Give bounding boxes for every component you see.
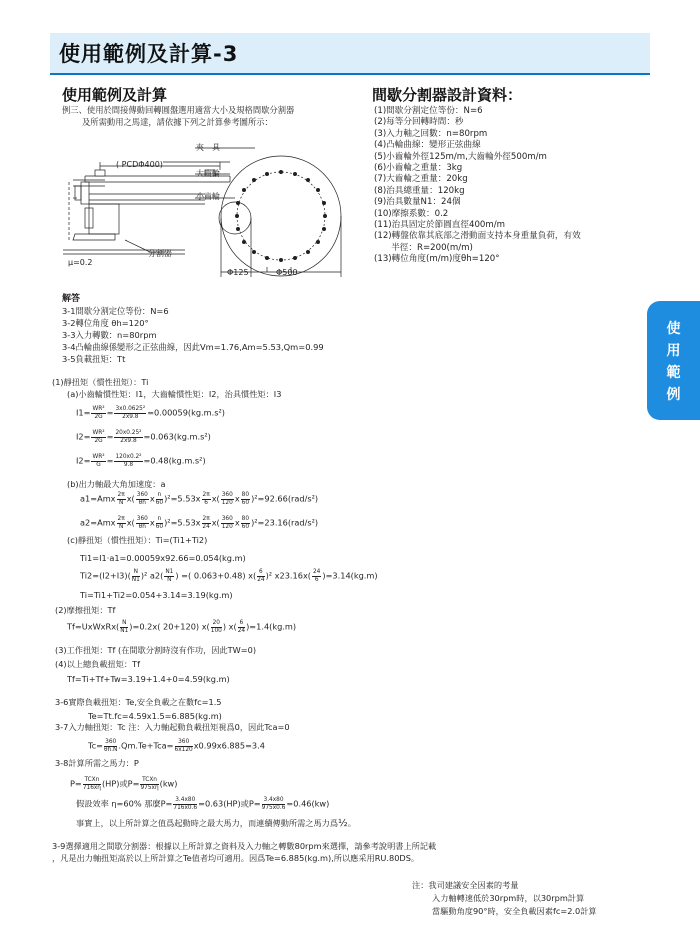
spec-item: (7)大齒輪之重量：20kg	[374, 174, 468, 185]
clamp-label: 夾 具	[196, 143, 220, 152]
spec-item: (1)間歇分割定位等份：N=6	[374, 106, 483, 116]
left-heading: 使用範例及計算	[62, 86, 168, 104]
answer-line: 3-3入力轉數：n=80rpm	[62, 330, 157, 340]
small-wheel-label: 小齒輪	[196, 192, 220, 201]
total-load-heading: (4)以上總負載扭矩：Tf	[55, 659, 140, 669]
ti2-equation: Ti2=(I2+I3)( $\frac{N}{N1}$ )² a2( $\frac{N1}{N}$ ) =( 0.063+0.48) x( $\frac{6}{24}$ )² x23.16x( $\frac{24}{6}$ )=3.14(kg.m)	[80, 569, 378, 583]
actual-load-heading: 3-6實際負載扭矩：Te,安全負載之在數fc=1.5	[55, 697, 222, 707]
conclusion-line: 3-9選擇適用之間歇分割器：根據以上所計算之資料及入力軸之轉數80rpm來選擇，請參考說明書上所記載	[52, 841, 437, 851]
d125-label: Φ125	[227, 268, 249, 277]
spec-item: (4)凸輪曲線：變形正弦曲線	[374, 140, 481, 151]
friction-heading: (2)摩擦扭矩：Tf	[55, 605, 116, 615]
spec-list	[374, 106, 581, 266]
tt-equation: Tf=Ti+Tf+Tw=3.19+1.4+0=4.59(kg.m)	[67, 674, 230, 684]
footnote-line: 入力軸轉速低於30rpm時，以30rpm計算	[432, 893, 585, 903]
answer-line: 3-4凸輪曲線係變形之正弦曲線，因此Vm=1.76,Am=5.53,Qm=0.99	[62, 342, 324, 352]
footnote-line: 注：我司建議安全因素的考量	[412, 880, 519, 890]
spec-item: (9)治具數量N1：24個	[374, 197, 461, 208]
application-diagram	[55, 140, 345, 285]
power-note: 事實上，以上所計算之值爲起動時之最大馬力，而連續傳動所需之馬力爲½。	[76, 818, 356, 829]
side-tab-char: 例	[666, 387, 681, 403]
side-tab-char: 使	[666, 321, 681, 337]
power-equation: P= TCXn 716xη (HP)或P= TCXn 975xη (kw)	[70, 777, 178, 791]
spec-item: (3)入力軸之回數：n=80rpm	[374, 128, 488, 139]
spec-item: 半徑：R=200(m/m)	[374, 242, 473, 253]
te-equation: Te=Tt.fc=4.59x1.5=6.885(kg.m)	[88, 711, 222, 721]
title-underline	[50, 73, 650, 75]
ti-equation: Ti=Ti1+Ti2=0.054+3.14=3.19(kg.m)	[80, 590, 233, 600]
angular-accel-heading: (b)出力軸最大角加速度：a	[67, 479, 166, 489]
i1-equation: I1= $\frac{\text{WR²}}{2G}$ = $\frac{\text{3x0.0625²}}{2x9.8}$ =0.00059(kg.m.s²)	[76, 406, 225, 420]
footnote-line: 當驅動角度90°時，安全負載因素fc=2.0計算	[432, 906, 597, 916]
indexer-label: 分割器	[148, 249, 172, 258]
side-tab-char: 用	[666, 343, 681, 359]
i3-equation: I2= $\frac{\text{WR²}}{G}$ = $\frac{\text{120x0.2²}}{9.8}$ =0.48(kg.m.s²)	[76, 454, 206, 468]
answer-line: 3-2轉位角度 θh=120°	[62, 318, 149, 328]
spec-item: (12)轉盤依靠其底部之滑動面支持本身重量負荷，有效	[374, 231, 581, 242]
a2-equation: a2=Amx $\frac{2\pi}{N}$ x( $\frac{360}{\theta h}$ x $\frac{n}{60}$ )²=5.53x $\frac{2\pi}{24}$ x( $\frac{360}{120}$ x $\frac{80}{60}$ )²=23.16(rad/s²)	[80, 516, 319, 530]
work-torque-line: (3)工作扭矩：Tf (在間歇分割時沒有作功，因此TW=0)	[55, 645, 257, 655]
spec-item: (5)小齒輪外徑125m/m,大齒輪外徑500m/m	[374, 151, 547, 162]
pcd-label: ( PCDΦ400)	[116, 160, 163, 169]
mu-label: μ=0.2	[68, 258, 93, 267]
power-heading: 3-8計算所需之馬力：P	[55, 758, 139, 768]
answer-heading: 解答	[62, 294, 81, 304]
spec-item: (11)治具固定於節圓直徑400m/m	[374, 220, 506, 231]
right-heading: 間歇分割器設計資料：	[372, 86, 523, 104]
side-chapter-tab[interactable]	[647, 301, 700, 420]
spec-item: (13)轉位角度(m/m)度θh=120°	[374, 254, 500, 265]
spec-item: (10)摩擦系數：0.2	[374, 208, 449, 219]
efficiency-equation: 假設效率 η=60% 那麼P= $\frac{3.4x80}{716x0.6}$ =0.63(HP)或P= $\frac{3.4x80}{975x0.6}$ =0.46(kw)	[76, 797, 330, 811]
d500-label: Φ500	[276, 268, 298, 277]
static-torque-sum-heading: (c)靜扭矩（慣性扭矩）：Ti=(Ti1+Ti2)	[67, 535, 208, 545]
tc-equation: Tc= $\frac{360}{\theta h.N}$ .Qm.Te+Tca= $\frac{360}{6x120}$ x0.99x6.885=3.4	[88, 739, 265, 753]
intro-line: 及所需動用之馬達，請依據下列之計算參考圖所示：	[82, 117, 273, 127]
ti1-equation: Ti1=I1·a1=0.00059x92.66=0.054(kg.m)	[80, 553, 246, 563]
big-wheel-label: 大齒輪	[196, 169, 220, 178]
side-tab-char: 範	[666, 365, 681, 381]
intro-line: 例三、使用於間接傳動回轉圓盤選用適當大小及規格間歇分割器	[62, 105, 295, 115]
a1-equation: a1=Amx $\frac{2\pi}{N}$ x( $\frac{360}{\theta h}$ x $\frac{n}{60}$ )²=5.53x $\frac{2\pi}{6}$ x( $\frac{360}{120}$ x $\frac{80}{60}$ )²=92.66(rad/s²)	[80, 492, 319, 506]
conclusion-line: ，凡是出力軸扭矩高於以上所計算之Te值者均可適用。因爲Te=6.885(kg.m),所以應采用RU.80DS。	[52, 853, 420, 863]
inertia-heading: (a)小齒輪慣性矩：I1，大齒輪慣性矩：I2，治具慣性矩：I3	[67, 389, 282, 399]
answer-line: 3-1間歇分割定位等份：N=6	[62, 306, 169, 316]
answer-line: 3-5負載扭矩：Tt	[62, 354, 126, 364]
i2-equation: I2= $\frac{\text{WR²}}{2G}$ = $\frac{\text{20x0.25²}}{2x9.8}$ =0.063(kg.m.s²)	[76, 430, 211, 444]
spec-item: (6)小齒輪之重量：3kg	[374, 163, 463, 174]
input-torque-heading: 3-7入力軸扭矩：Tc 注：入力軸起動負載扭矩視爲0，因此Tca=0	[55, 722, 290, 732]
spec-item: (2)每等分回轉時間：秒	[374, 117, 464, 128]
page-title: 使用範例及計算-3	[59, 42, 239, 66]
tf-equation: Tf=UxWxRx( $\frac{N}{N1}$ )=0.2x( 20+120) x( $\frac{20}{100}$ ) x( $\frac{6}{24}$ )=1.4(kg.m)	[67, 620, 297, 634]
static-torque-heading: (1)靜扭矩（慣性扭矩）：Ti	[52, 377, 149, 387]
spec-item: (8)治具總重量：120kg	[374, 185, 465, 196]
